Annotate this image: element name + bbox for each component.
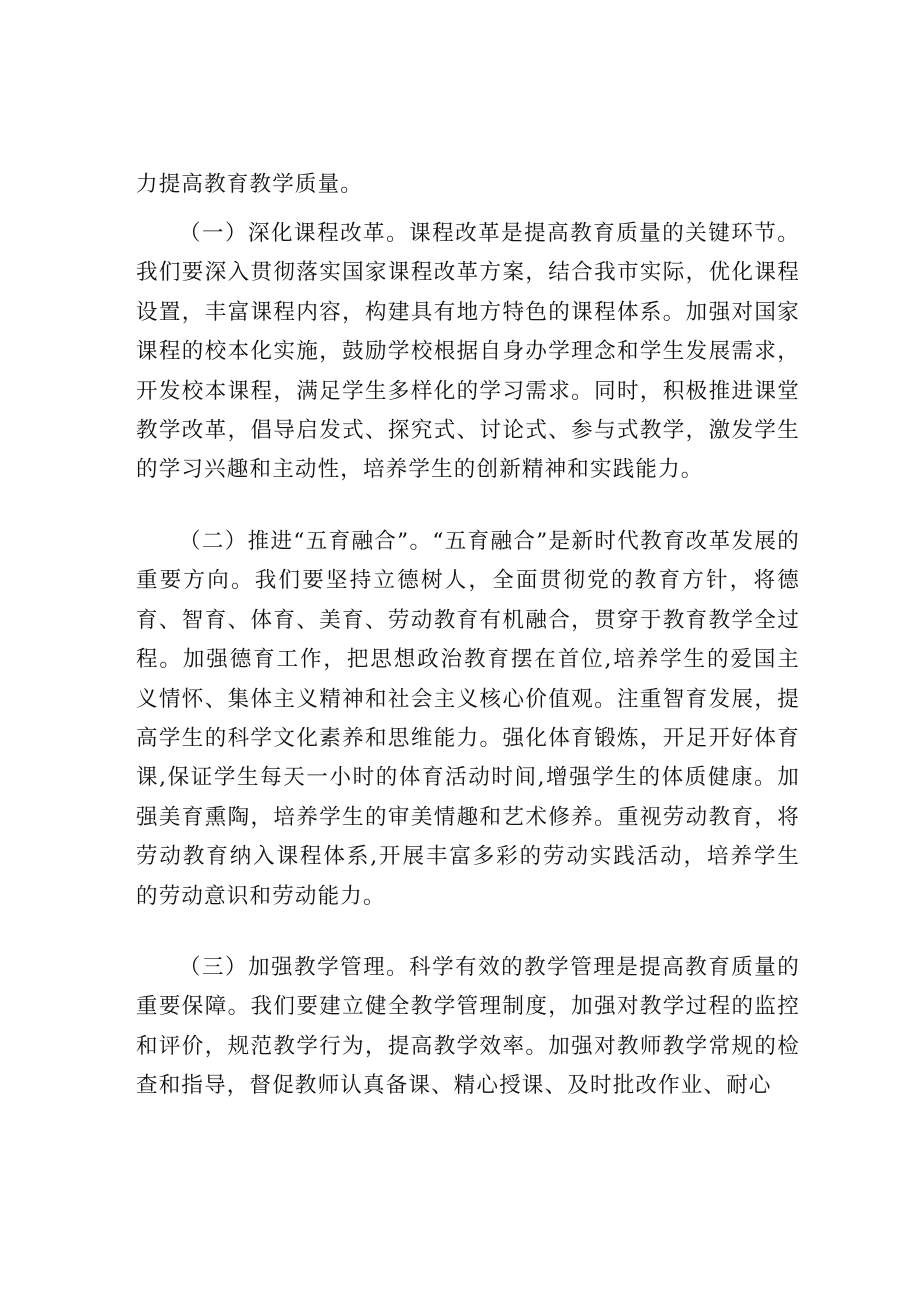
continuation-line: 力提高教育教学质量。 xyxy=(136,172,364,197)
paragraph-teaching-management xyxy=(136,948,800,1106)
paragraph-text: （三）加强教学管理。科学有效的教学管理是提高教育质量的重要保障。我们要建立健全教学管理制度，加强对教学过程的监控和评价，规范教学行为，提高教学效率。加强对教师教学常规的检查和指导，督促教师认真备课、精心授课、及时批改作业、耐心 xyxy=(136,955,800,1099)
paragraph-text: （二）推进“五育融合”。“五育融合”是新时代教育改革发展的重要方向。我们要坚持立德树人，全面贯彻党的教育方针，将德育、智育、体育、美育、劳动教育有机融合，贯穿于教育教学全过程。加强德育工作，把思想政治教育摆在首位,培养学生的爱国主义情怀、集体主义精神和社会主义核心价值观。注重智育发展，提高学生的科学文化素养和思维能力。强化体育锻炼，开足开好体育课,保证学生每天一小时的体育活动时间,增强学生的体质健康。加强美育熏陶，培养学生的审美情趣和艺术修养。重视劳动教育，将劳动教育纳入课程体系,开展丰富多彩的劳动实践活动，培养学生的劳动意识和劳动能力。 xyxy=(136,529,800,909)
paragraph-five-education-integration xyxy=(136,522,800,916)
paragraph-text: （一）深化课程改革。课程改革是提高教育质量的关键环节。我们要深入贯彻落实国家课程改革方案，结合我市实际，优化课程设置，丰富课程内容，构建具有地方特色的课程体系。加强对国家课程的校本化实施，鼓励学校根据自身办学理念和学生发展需求，开发校本课程，满足学生多样化的学习需求。同时，积极推进课堂教学改革，倡导启发式、探究式、讨论式、参与式教学，激发学生的学习兴趣和主动性，培养学生的创新精神和实践能力。 xyxy=(136,221,800,483)
paragraph-course-reform xyxy=(136,214,800,490)
